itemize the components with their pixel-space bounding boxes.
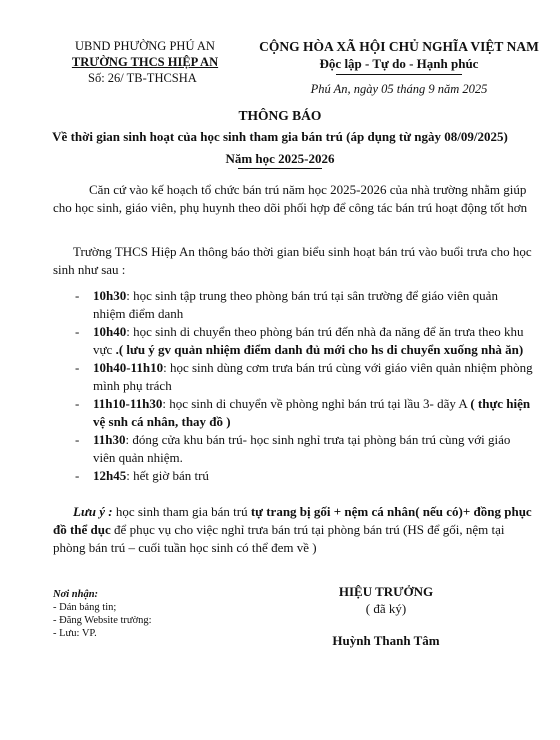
list-item: - Đăng Website trường: (53, 615, 152, 626)
school-name: TRƯỜNG THCS HIỆP AN (71, 55, 219, 69)
year-underline (238, 168, 322, 169)
schedule-time: 11h10-11h30 (93, 396, 163, 411)
note-text-b: để phục vụ cho việc nghỉ trưa bán trú tại phòng bán trú (HS để gối, nệm tại phòng bán trú – cuối tuần học sinh có thể đem về ) (53, 522, 505, 555)
recipients-heading: Nơi nhận: (53, 589, 99, 600)
national-title: CỘNG HÒA XÃ HỘI CHỦ NGHĨA VIỆT NAM (259, 39, 539, 54)
paragraph-basis-text: Căn cứ vào kế hoạch tổ chức bán trú năm học 2025-2026 của nhà trường nhằm giúp cho học sinh, giáo viên, phụ huynh theo dõi phối hợp để công tác bán trú hoạt động tốt hơn (53, 182, 528, 215)
signed-status: ( đã ký) (365, 601, 407, 616)
schedule-list (53, 287, 533, 485)
list-item: - 11h30: đóng cửa khu bán trú- học sinh nghỉ trưa tại phòng bán trú cùng với giáo viên quản nhiệm. (75, 432, 511, 465)
paragraph-announcement (53, 243, 533, 279)
school-year: Năm học 2025-2026 (225, 151, 335, 166)
note-paragraph (53, 503, 533, 557)
schedule-time: 12h45 (93, 468, 127, 483)
list-item: - Lưu: VP. (53, 628, 97, 639)
list-item: - 11h10-11h30: học sinh di chuyển về phòng nghỉ bán trú tại lầu 3- dãy A ( thực hiện vệ snh cá nhân, thay đồ ) (75, 396, 531, 429)
document-number: Số: 26/ TB-THCSHA (88, 71, 197, 85)
document-subject: Về thời gian sinh hoạt của học sinh tham gia bán trú (áp dụng từ ngày 08/09/2025) (52, 129, 508, 144)
document-heading: THÔNG BÁO (238, 108, 322, 123)
signer-role: HIỆU TRƯỞNG (338, 584, 434, 599)
list-item: - 10h40-11h10: học sinh dùng cơm trưa bán trú cùng với giáo viên quản nhiệm phòng mình phụ trách (75, 360, 533, 393)
schedule-time: 10h40 (93, 324, 127, 339)
paragraph-announcement-text: Trường THCS Hiệp An thông báo thời gian biểu sinh hoạt bán trú vào buổi trưa cho học sinh như sau : (53, 244, 532, 277)
schedule-time: 10h30 (93, 288, 127, 303)
signature-block (330, 583, 442, 649)
schedule-note: .( lưu ý gv quản nhiệm điểm danh đủ mới cho hs di chuyển xuống nhà ăn) (115, 342, 524, 357)
schedule-time: 11h30 (93, 432, 126, 447)
schedule-text: : học sinh dùng cơm trưa bán trú cùng với giáo viên quản nhiệm phòng mình phụ trách (93, 360, 533, 393)
schedule-text: : học sinh tập trung theo phòng bán trú tại sân trường để giáo viên quản nhiệm điểm danh (93, 288, 498, 321)
note-label: Lưu ý : (73, 504, 113, 519)
list-item: - Dán bảng tin; (53, 602, 117, 613)
schedule-text: : hết giờ bán trú (126, 468, 209, 483)
document-date: Phú An, ngày 05 tháng 9 năm 2025 (310, 82, 488, 96)
schedule-note: ( thực hiện vệ snh cá nhân, thay đồ ) (93, 396, 531, 429)
schedule-text: : học sinh di chuyển theo phòng bán trú đến nhà đa năng để ăn trưa theo khu vực (93, 324, 524, 357)
motto-underline (336, 74, 462, 75)
signer-name: Huỳnh Thanh Tâm (332, 633, 440, 648)
document-title-block (0, 106, 560, 169)
note-text-a: học sinh tham gia bán trú (112, 504, 251, 519)
list-item: - 10h30: học sinh tập trung theo phòng bán trú tại sân trường để giáo viên quản nhiệm điểm danh (75, 288, 498, 321)
header-left (50, 38, 240, 86)
national-motto: Độc lập - Tự do - Hạnh phúc (319, 56, 479, 71)
schedule-text: : học sinh di chuyển về phòng nghỉ bán trú tại lầu 3- dãy A (162, 396, 471, 411)
header-right (248, 38, 550, 98)
list-item: - 12h45: hết giờ bán trú (75, 468, 209, 483)
list-item: - 10h40: học sinh di chuyển theo phòng bán trú đến nhà đa năng để ăn trưa theo khu vực .( lưu ý gv quản nhiệm điểm danh đủ mới cho hs di chuyển xuống nhà ăn) (75, 324, 524, 357)
schedule-time: 10h40-11h10 (93, 360, 164, 375)
paragraph-basis (53, 181, 533, 217)
recipients-block (53, 588, 152, 640)
note-bold-text: tự trang bị gối + nệm cá nhân( nếu có)+ đồng phục đồ thể dục (53, 504, 532, 537)
authority-name: UBND PHƯỜNG PHÚ AN (75, 39, 215, 53)
schedule-text: : đóng cửa khu bán trú- học sinh nghỉ trưa tại phòng bán trú cùng với giáo viên quản nhiệm. (93, 432, 511, 465)
